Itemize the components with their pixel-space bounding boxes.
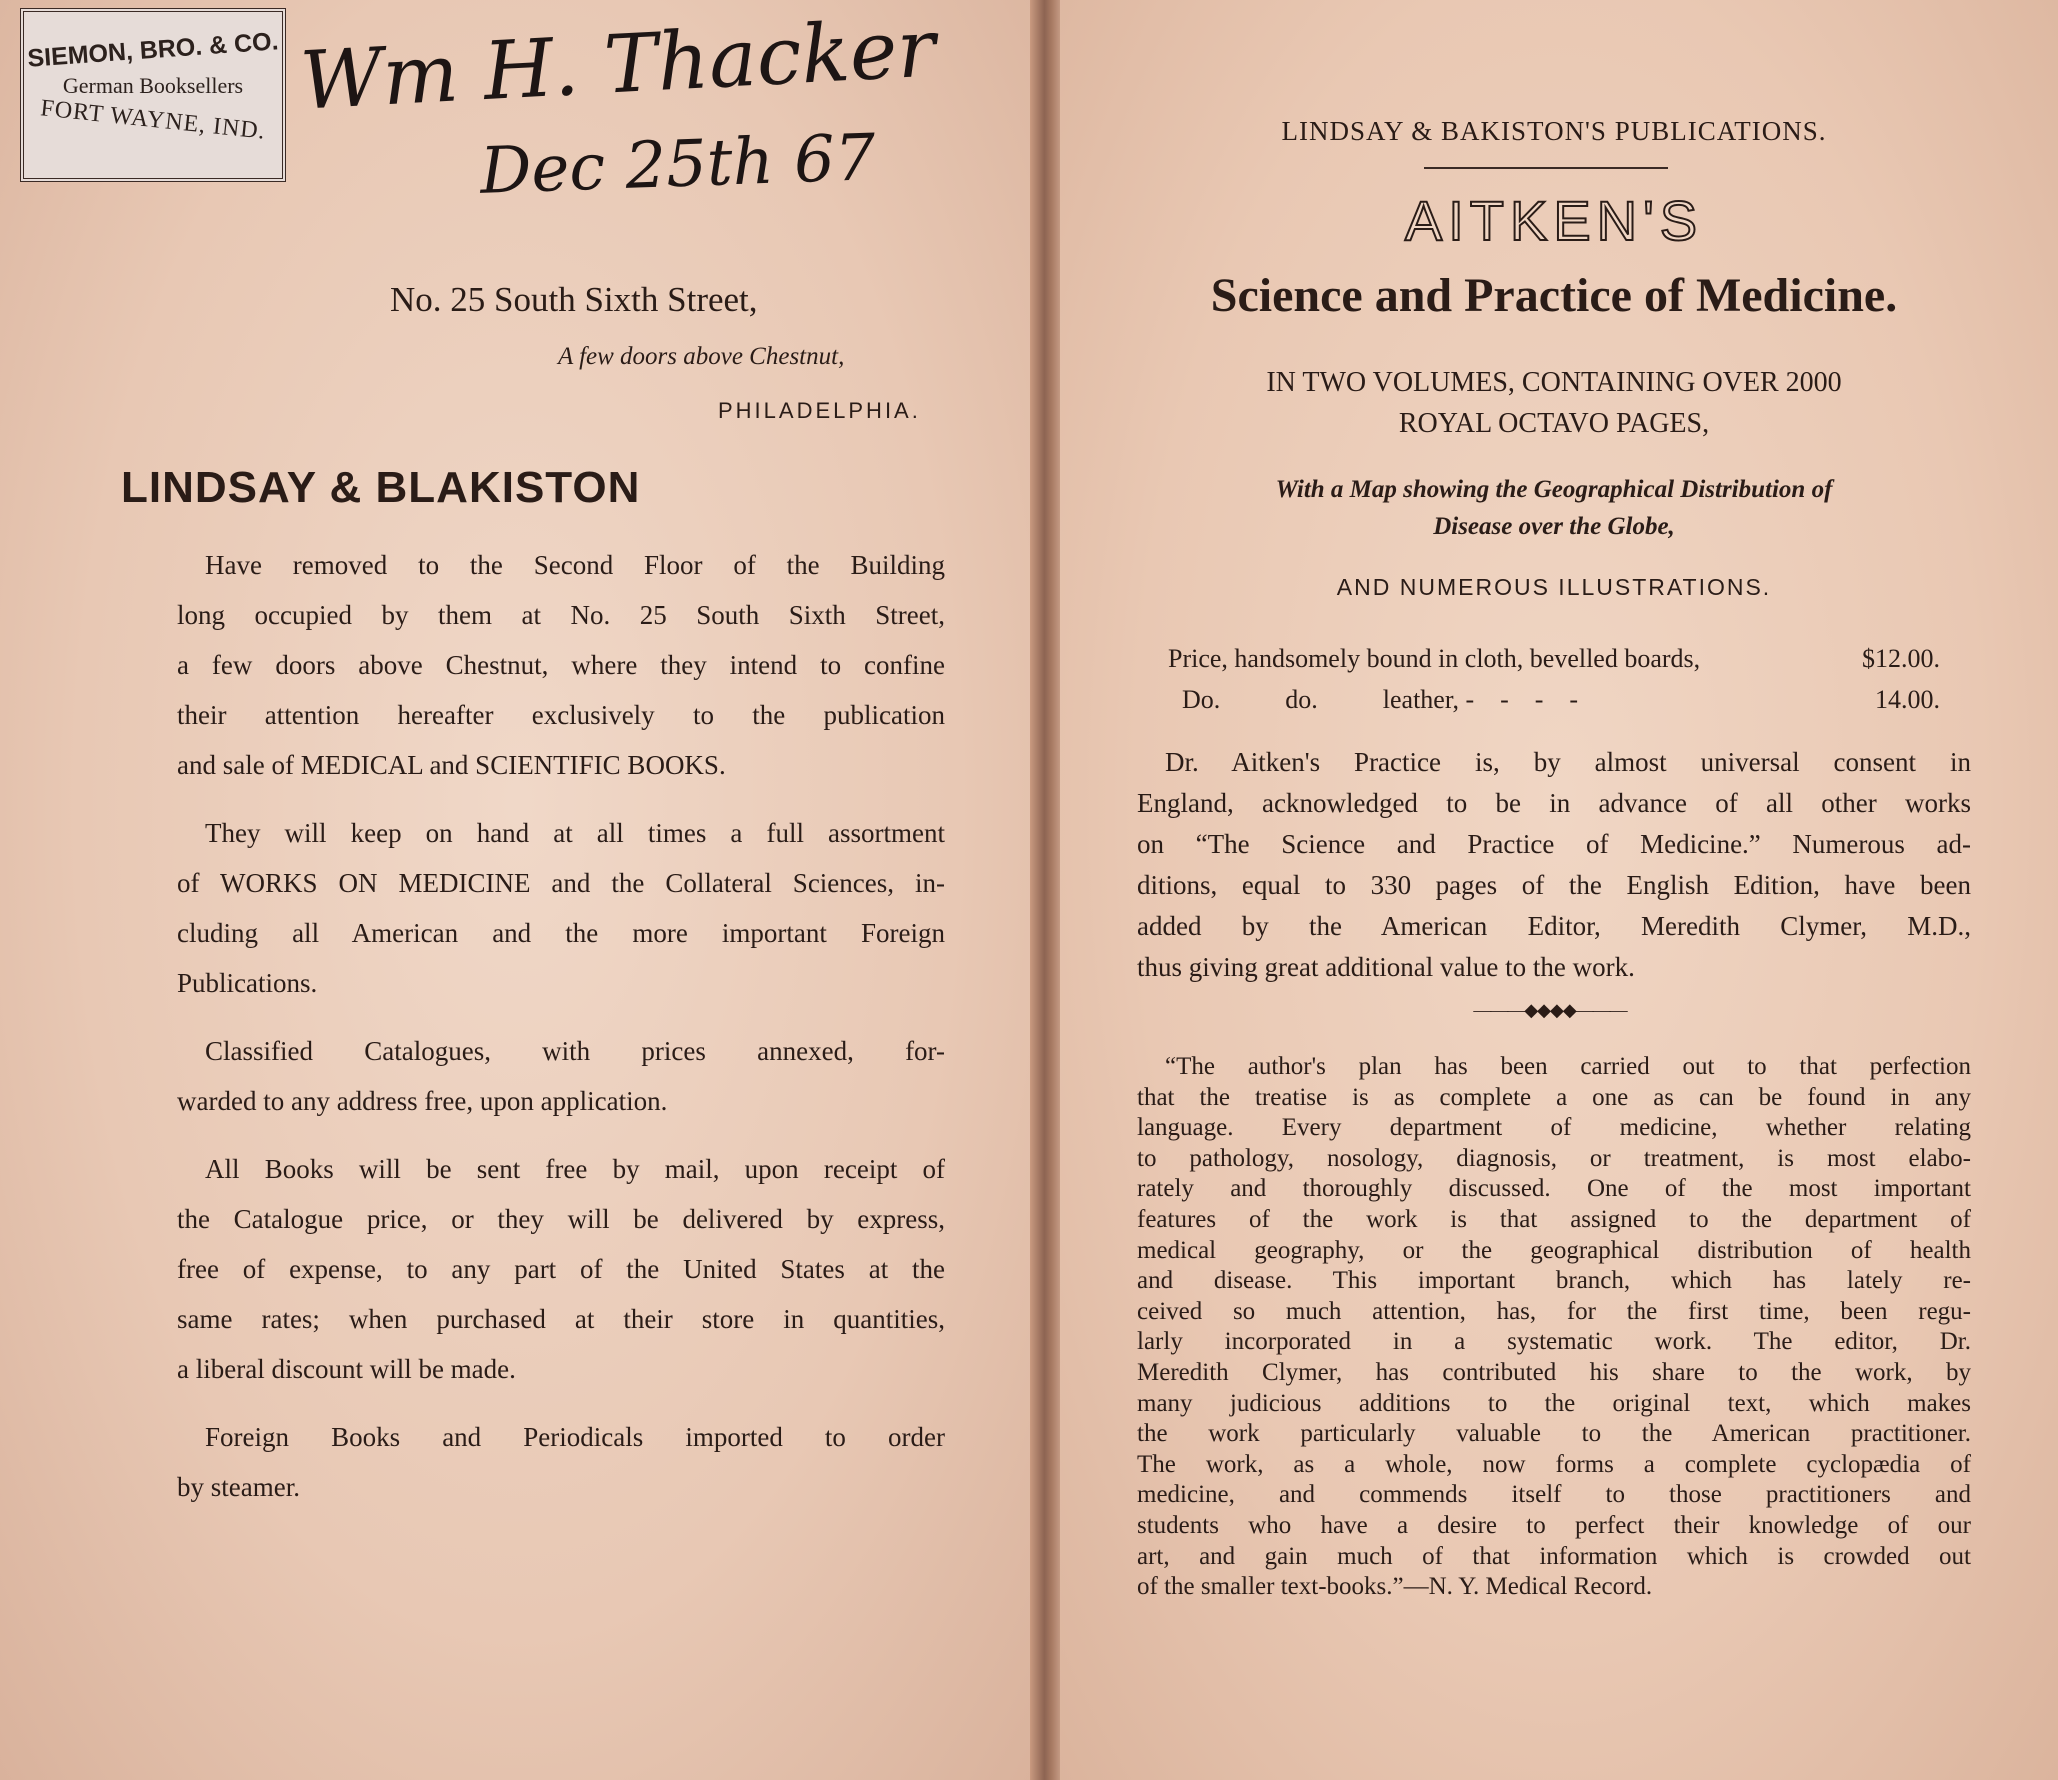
price-row xyxy=(1168,638,1940,679)
book-subtitle: Science and Practice of Medicine. xyxy=(1210,269,1898,322)
handwritten-signature: Wm H. Thacker xyxy=(298,1,938,128)
text-line: on “The Science and Practice of Medicine.” Numerous ad- xyxy=(1137,829,1971,859)
stamp-line: SIEMON, BRO. & CO. xyxy=(26,27,280,73)
book-title: AITKEN'S xyxy=(1404,189,1704,252)
stamp-line: FORT WAYNE, IND. xyxy=(39,95,267,145)
handwritten-date: Dec 25th 67 xyxy=(478,121,877,209)
price-label: Price, handsomely bound in cloth, bevelled boards, xyxy=(1168,644,1701,673)
text-line: Dr. Aitken's Practice is, by almost universal consent in xyxy=(1165,747,1971,777)
volumes-line: ROYAL OCTAVO PAGES, xyxy=(1398,408,1710,439)
paragraph-gap xyxy=(177,790,945,808)
text-line: cluding all American and the more important Foreign xyxy=(177,918,945,948)
text-line: and disease. This important branch, which has lately re- xyxy=(1137,1267,1971,1295)
bookseller-stamp xyxy=(20,8,286,182)
text-line: Meredith Clymer, has contributed his share to the work, by xyxy=(1137,1358,1971,1386)
map-note-line: Disease over the Globe, xyxy=(1433,513,1675,540)
text-line: The work, as a whole, now forms a complete cyclopædia of xyxy=(1137,1450,1971,1478)
review-quote xyxy=(1137,1052,1971,1603)
text-line: language. Every department of medicine, whether relating xyxy=(1137,1114,1971,1142)
text-line: by steamer. xyxy=(177,1472,300,1502)
text-line: medical geography, or the geographical distribution of health xyxy=(1137,1236,1971,1264)
text-line: of the smaller text-books.”—N. Y. Medical Record. xyxy=(1137,1573,1653,1601)
description-body xyxy=(1137,742,1971,988)
text-line: same rates; when purchased at their store in quantities, xyxy=(177,1304,945,1334)
header-rule xyxy=(1424,167,1668,169)
notice-body xyxy=(177,540,945,1512)
map-note xyxy=(1137,471,1971,545)
paragraph-gap xyxy=(177,1394,945,1412)
text-line: “The author's plan has been carried out to that perfection xyxy=(1165,1053,1971,1080)
text-line: They will keep on hand at all times a full assortment xyxy=(205,818,945,848)
text-line: to pathology, nosology, diagnosis, or treatment, is most elabo- xyxy=(1137,1144,1971,1172)
text-line: Foreign Books and Periodicals imported to order xyxy=(205,1422,945,1452)
text-line: ditions, equal to 330 pages of the English Edition, have been xyxy=(1137,870,1971,900)
text-line: Have removed to the Second Floor of the Building xyxy=(205,550,945,580)
price-row xyxy=(1168,679,1940,720)
text-line: a liberal discount will be made. xyxy=(177,1354,516,1384)
volumes-note xyxy=(1137,362,1971,444)
price-list xyxy=(1168,638,1940,720)
text-line: added by the American Editor, Meredith Clymer, M.D., xyxy=(1137,911,1971,941)
text-line: rately and thoroughly discussed. One of the most important xyxy=(1137,1175,1971,1203)
street-address: No. 25 South Sixth Street, xyxy=(390,280,758,319)
text-line: England, acknowledged to be in advance of all other works xyxy=(1137,788,1971,818)
volumes-line: IN TWO VOLUMES, CONTAINING OVER 2000 xyxy=(1266,367,1842,398)
text-line: warded to any address free, upon application. xyxy=(177,1086,668,1116)
text-line: the work particularly valuable to the American practitioner. xyxy=(1137,1420,1971,1448)
text-line: their attention hereafter exclusively to the publication xyxy=(177,700,945,730)
text-line: the Catalogue price, or they will be delivered by express, xyxy=(177,1204,945,1234)
paragraph-gap xyxy=(177,1126,945,1144)
price-amount: 14.00. xyxy=(1875,685,1940,714)
ornament-divider: ———◆◆◆◆——— xyxy=(1473,1000,1627,1020)
paragraph-gap xyxy=(177,1008,945,1026)
text-line: thus giving great additional value to the work. xyxy=(1137,952,1635,982)
illustrations-note: AND NUMEROUS ILLUSTRATIONS. xyxy=(1336,574,1772,600)
text-line: ceived so much attention, has, for the first time, been regu- xyxy=(1137,1297,1971,1325)
text-line: medicine, and commends itself to those practitioners and xyxy=(1137,1481,1971,1509)
price-amount: $12.00. xyxy=(1862,644,1940,673)
map-note-line: With a Map showing the Geographical Distribution of xyxy=(1275,476,1833,503)
text-line: many judicious additions to the original text, which makes xyxy=(1137,1389,1971,1417)
text-line: students who have a desire to perfect their knowledge of our xyxy=(1137,1511,1971,1539)
text-line: a few doors above Chestnut, where they intend to confine xyxy=(177,650,945,680)
text-line: and sale of MEDICAL and SCIENTIFIC BOOKS. xyxy=(177,750,726,780)
text-line: that the treatise is as complete a one as can be found in any xyxy=(1137,1083,1971,1111)
text-line: larly incorporated in a systematic work. The editor, Dr. xyxy=(1137,1328,1971,1356)
address-note: A few doors above Chestnut, xyxy=(558,343,845,370)
publisher-heading: LINDSAY & BLAKISTON xyxy=(121,463,641,512)
stamp-line: German Booksellers xyxy=(62,73,244,98)
text-line: of WORKS ON MEDICINE and the Collateral Sciences, in- xyxy=(177,868,945,898)
text-line: art, and gain much of that information which is crowded out xyxy=(1137,1542,1971,1570)
city: PHILADELPHIA. xyxy=(718,398,921,423)
text-line: All Books will be sent free by mail, upon receipt of xyxy=(205,1154,945,1184)
text-line: free of expense, to any part of the United States at the xyxy=(177,1254,945,1284)
text-line: Classified Catalogues, with prices annexed, for- xyxy=(205,1036,945,1066)
text-line: Publications. xyxy=(177,968,318,998)
publications-header: LINDSAY & BAKISTON'S PUBLICATIONS. xyxy=(1281,116,1827,146)
text-line: long occupied by them at No. 25 South Sixth Street, xyxy=(177,600,945,630)
price-label: Do. do. leather, - - - - xyxy=(1182,685,1579,714)
text-line: features of the work is that assigned to the department of xyxy=(1137,1205,1971,1233)
